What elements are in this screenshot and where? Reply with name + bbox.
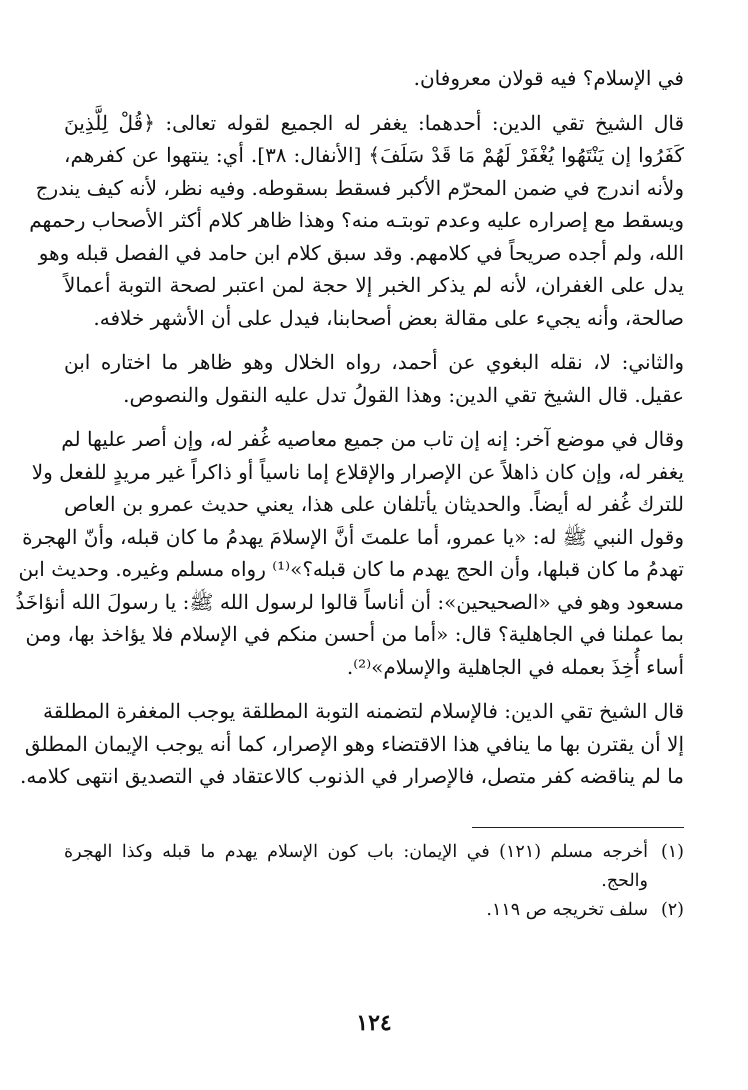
paragraph-4	[15, 423, 684, 683]
footnote-2	[64, 896, 684, 925]
text-line: وقال في موضع آخر: إنه إن تاب من جميع معاصيه غُفر له، وإن أصر عليها لم	[61, 427, 684, 451]
text-line: يدل على الغفران، لأنه لم يذكر الخبر إلا حجة لمن اعتبر لصحة التوبة أعمالاً	[64, 273, 684, 297]
paragraph-1	[64, 62, 684, 95]
text-line: الله، ولم أجده صريحاً في كلامهم. وقد سبق كلام ابن حامد في الفصل قبله وهو	[38, 240, 684, 265]
text-line: والثاني: لا، نقله البغوي عن أحمد، رواه الخلال وهو ظاهر ما اختاره ابن	[64, 350, 684, 374]
text-line: كَفَرُوا إن يَنْتَهُوا يُغْفَرْ لَهُمْ مَا قَدْ سَلَفَ﴾ [الأنفال: ٣٨]. أي: ينتهوا عن كفرهم،	[64, 143, 685, 167]
paragraph-5	[20, 695, 684, 793]
text-line: أساء أُخِذَ بعمله في الجاهلية والإسلام»⁽²⁾.	[346, 654, 684, 679]
text-line: قال الشيخ تقي الدين: أحدهما: يغفر له الجميع لقوله تعالى: ﴿قُلْ لِلَّذِينَ	[64, 110, 685, 135]
footnote-number: (٢)	[660, 899, 684, 920]
text-line: للترك غُفر له أيضاً. والحديثان يأتلفان على هذا، يعني حديث عمرو بن العاص	[64, 492, 684, 516]
text-line: ما لم يناقضه كفر متصل، فالإصرار في الذنوب كالاعتقاد في التصديق انتهى كلامه.	[20, 764, 684, 788]
paragraph-3	[64, 346, 684, 411]
footnote-text: والحج.	[601, 870, 648, 891]
text-line: مسعود وهو في «الصحيحين»: أن أناساً قالوا لرسول الله ﷺ: يا رسولَ الله أنؤاخَذُ	[15, 589, 684, 614]
page-number: ١٢٤	[356, 1010, 392, 1036]
text-line: في الإسلام؟ فيه قولان معروفان.	[413, 66, 684, 90]
footnote-number: (١)	[660, 841, 684, 862]
paragraph-2	[29, 107, 685, 335]
footnote-1-continuation	[64, 867, 684, 896]
text-line: يغفر له، وإن كان ذاهلاً عن الإصرار والإقلاع إما ناسياً أو ذاكراً غير مريدٍ للفعل ولا	[31, 459, 684, 484]
text-line: بما عملنا في الجاهلية؟ قال: «أما من أحسن منكم في الإسلام فلا يؤاخذ بها، ومن	[25, 622, 684, 646]
text-line: إلا أن يقترن بها ما ينافي هذا الاقتضاء وهو الإصرار، كما أنه يوجب الإيمان المطلق	[24, 731, 684, 756]
text-line: قال الشيخ تقي الدين: فالإسلام لتضمنه التوبة المطلقة يوجب المغفرة المطلقة	[42, 699, 684, 723]
text-line: ويسقط مع إصراره عليه وعدم توبتـه منه؟ وهذا ظاهر كلام أكثر الأصحاب رحمهم	[29, 208, 684, 232]
footnote-1	[64, 838, 684, 867]
text-line: صالحة، وأنه يجيء على مقالة بعض أصحابنا، فيدل على أن الأشهر خلافه.	[93, 305, 684, 330]
footnote-text: سلف تخريجه ص ١١٩.	[486, 899, 648, 920]
text-line: عقيل. قال الشيخ تقي الدين: وهذا القولُ تدل عليه النقول والنصوص.	[123, 382, 684, 407]
text-line: تهدمُ ما كان قبلها، وأن الحج يهدم ما كان قبله؟»⁽¹⁾ رواه مسلم وغيره. وحديث ابن	[18, 557, 684, 581]
footnote-text: أخرجه مسلم (١٢١) في الإيمان: باب كون الإسلام يهدم ما قبله وكذا الهجرة	[64, 841, 648, 862]
footnotes	[64, 838, 684, 925]
text-line: وقول النبي ﷺ له: «يا عمرو، أما علمتَ أنَّ الإسلامَ يهدمُ ما كان قبله، وأنّ الهجرة	[22, 524, 684, 549]
text-line: ولأنه اندرج في ضمن المحرّم الأكبر فسقط بسقوطه. وفيه نظر، لأنه كيف يندرج	[35, 175, 684, 200]
footnote-separator	[472, 827, 684, 828]
